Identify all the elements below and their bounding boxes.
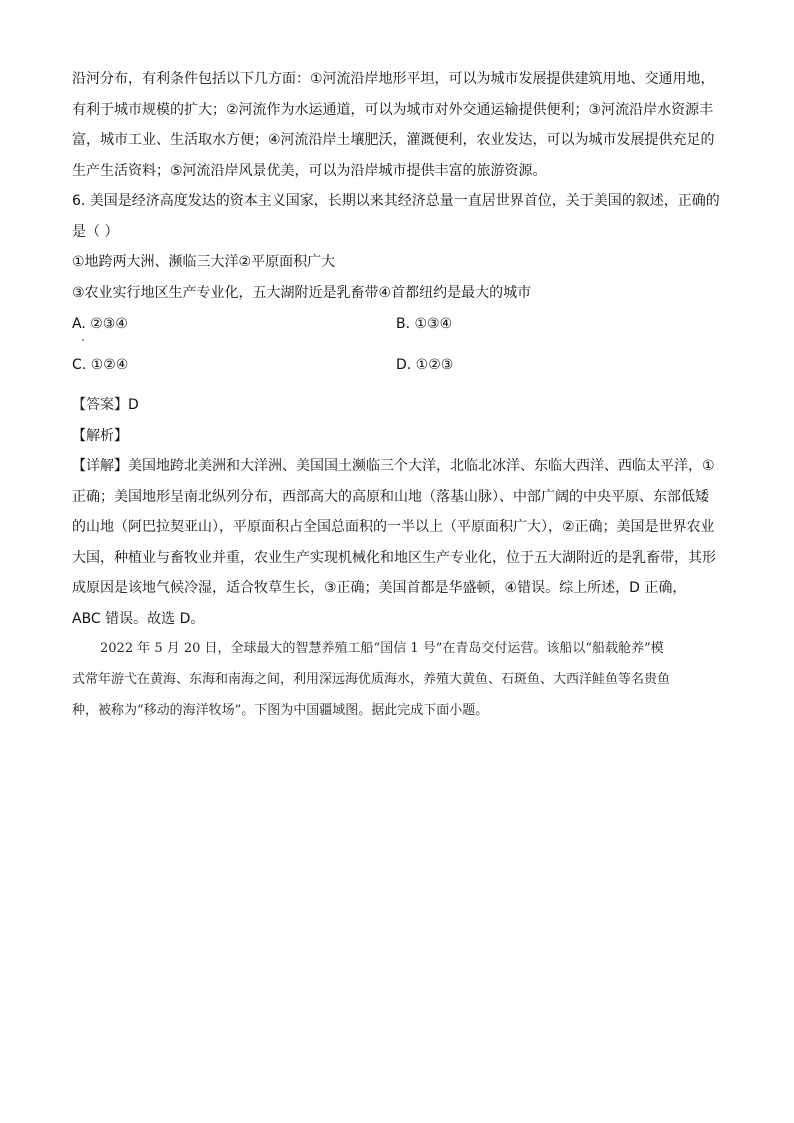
option-c[interactable]: C. ①②④ bbox=[72, 357, 129, 373]
statement-2: ③农业实行地区生产专业化，五大湖附近是乳畜带④首都纽约是最大的城市 bbox=[72, 284, 532, 301]
option-b[interactable]: B. ①③④ bbox=[396, 316, 453, 332]
analysis-detail bbox=[72, 451, 724, 634]
option-d[interactable]: D. ①②③ bbox=[396, 357, 454, 373]
options-row-2 bbox=[72, 349, 724, 390]
passage-line: 富，城市工业、生活取水方便；④河流沿岸土壤肥沃，灌溉便利，农业发达，可以为城市发展提供充足的 bbox=[72, 132, 715, 148]
question-6 bbox=[72, 186, 724, 390]
passage-top bbox=[72, 64, 724, 186]
option-a[interactable]: A. ②③④ bbox=[72, 316, 128, 332]
passage-bottom-line: 种，被称为“移动的海洋牧场”。下图为中国疆域图。据此完成下面小题。 bbox=[72, 703, 489, 718]
question-stem-cont: 是（ ） bbox=[72, 223, 119, 240]
passage-line: 有利于城市规模的扩大；②河流作为水运通道，可以为城市对外交通运输提供便利；③河流沿岸水资源丰 bbox=[72, 101, 714, 118]
passage-line: 生产生活资料；⑤河流沿岸风景优美，可以为沿岸城市提供丰富的旅游资源。 bbox=[72, 162, 547, 179]
answer-line bbox=[72, 390, 724, 421]
analysis-line: ABC 错误。故选 D。 bbox=[72, 610, 205, 627]
analysis-line: 大国，种植业与畜牧业并重，农业生产实现机械化和地区生产专业化，位于五大湖附近的是乳畜带，其形 bbox=[72, 549, 716, 566]
question-stem: 6. 美国是经济高度发达的资本主义国家，长期以来其经济总量一直居世界首位，关于美国的叙述，正确的 bbox=[72, 193, 720, 209]
statement-1: ①地跨两大洲、濒临三大洋②平原面积广大 bbox=[72, 254, 336, 270]
stray-dot bbox=[82, 339, 84, 341]
options-row-1 bbox=[72, 308, 724, 349]
question-content bbox=[72, 64, 724, 634]
passage-bottom bbox=[72, 633, 724, 726]
passage-bottom-line: 式常年游弋在黄海、东海和南海之间，利用深远海优质海水，养殖大黄鱼、石斑鱼、大西洋鲑鱼等名贵鱼 bbox=[72, 672, 671, 687]
analysis-line: 的山地（阿巴拉契亚山），平原面积占全国总面积的一半以上（平原面积广大），②正确；美国是世界农业 bbox=[72, 519, 715, 535]
answer-label: 【答案】 bbox=[72, 397, 128, 413]
analysis-label: 【解析】 bbox=[72, 427, 128, 444]
analysis-line: 正确；美国地形呈南北纵列分布，西部高大的高原和山地（落基山脉）、中部广阔的中央平原、东部低矮 bbox=[72, 488, 709, 505]
passage-line: 沿河分布，有利条件包括以下几方面：①河流沿岸地形平坦，可以为城市发展提供建筑用地、交通用地， bbox=[72, 71, 715, 87]
answer-value: D bbox=[128, 397, 139, 413]
analysis-line: 成原因是该地气候冷湿，适合牧草生长，③正确；美国首都是华盛顿，④错误。综上所述，D 正确， bbox=[72, 580, 687, 596]
passage-bottom-line: 2022 年 5 月 20 日，全球最大的智慧养殖工船“国信 1 号”在青岛交付运营。该船以“船载舱养”模 bbox=[100, 641, 664, 656]
analysis-line: 【详解】美国地跨北美洲和大洋洲、美国国土濒临三个大洋，北临北冰洋、东临大西洋、西临太平洋，① bbox=[72, 458, 715, 474]
